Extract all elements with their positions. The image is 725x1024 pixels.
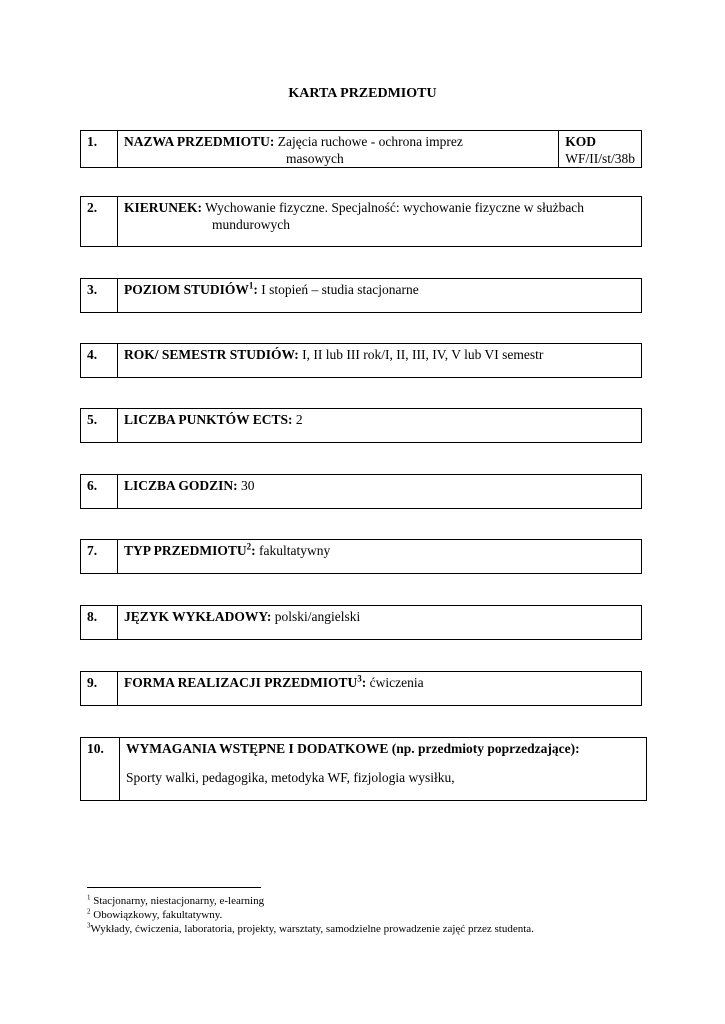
language-cell	[118, 606, 642, 640]
footnote-mark: 3	[87, 921, 91, 930]
footnote-text: Stacjonarny, niestacjonarny, e-learning	[93, 895, 265, 907]
page-title: KARTA PRZEDMIOTU	[288, 86, 437, 101]
footnote-text: Obowiązkowy, fakultatywny.	[93, 909, 223, 921]
row-number: 2.	[81, 197, 118, 247]
field-label: TYP PRZEDMIOTU	[124, 543, 247, 558]
hours-cell	[118, 475, 642, 509]
field-value-continued: mundurowych	[212, 217, 290, 232]
field-of-study-cell	[118, 197, 642, 247]
footnote-1	[87, 895, 264, 908]
field-value: I stopień – studia stacjonarne	[261, 282, 419, 297]
footnote-2	[87, 909, 222, 922]
field-value: polski/angielski	[274, 609, 361, 624]
field-label: FORMA REALIZACJI PRZEDMIOTU	[124, 675, 358, 690]
study-level-cell	[118, 279, 642, 313]
footnote-ref: 1	[248, 280, 254, 291]
row-field-of-study	[80, 196, 642, 247]
row-number: 5.	[81, 409, 118, 443]
footnote-mark: 1	[87, 893, 91, 902]
field-label: JĘZYK WYKŁADOWY:	[124, 609, 272, 624]
code-label: KOD	[565, 134, 597, 149]
field-label: NAZWA PRZEDMIOTU:	[124, 134, 275, 149]
row-prerequisites	[80, 737, 647, 801]
field-label: LICZBA PUNKTÓW ECTS:	[124, 412, 293, 427]
row-year-semester	[80, 343, 642, 378]
field-value: 2	[295, 412, 303, 427]
course-name-cell	[118, 131, 559, 168]
prerequisites-cell	[120, 738, 647, 801]
row-hours	[80, 474, 642, 509]
field-value: 30	[241, 478, 255, 493]
course-type-cell	[118, 540, 642, 574]
field-value: Sporty walki, pedagogika, metodyka WF, fizjologia wysiłku,	[126, 770, 455, 785]
footnote-text: Wykłady, ćwiczenia, laboratoria, projekty, warsztaty, samodzielne prowadzenie zajęć przez studenta.	[90, 923, 534, 935]
field-value: ćwiczenia	[369, 675, 424, 690]
code-value: WF/II/st/38b	[565, 151, 635, 166]
field-label: KIERUNEK:	[124, 200, 203, 215]
row-number: 3.	[81, 279, 118, 313]
field-label: ROK/ SEMESTR STUDIÓW:	[124, 347, 299, 362]
row-number: 1.	[81, 131, 118, 168]
field-value: I, II lub III rok/I, II, III, IV, V lub VI semestr	[302, 347, 544, 362]
row-number: 10.	[81, 738, 120, 801]
row-number: 9.	[81, 672, 118, 706]
row-number: 7.	[81, 540, 118, 574]
field-label-colon: :	[251, 543, 256, 558]
field-label: WYMAGANIA WSTĘPNE I DODATKOWE (np. przedmioty poprzedzające):	[126, 741, 580, 756]
field-value: fakultatywny	[259, 543, 331, 558]
field-value-continued: masowych	[286, 151, 344, 166]
row-number: 4.	[81, 344, 118, 378]
row-number: 8.	[81, 606, 118, 640]
footnote-mark: 2	[87, 907, 91, 916]
field-label: LICZBA GODZIN:	[124, 478, 238, 493]
row-course-name	[80, 130, 642, 168]
footnote-divider	[87, 887, 261, 888]
row-number: 6.	[81, 475, 118, 509]
row-ects	[80, 408, 642, 443]
delivery-form-cell	[118, 672, 642, 706]
row-language	[80, 605, 642, 640]
footnote-ref: 3	[357, 673, 362, 684]
row-course-type	[80, 539, 642, 574]
footnote-ref: 2	[246, 541, 252, 552]
field-label-colon: :	[361, 675, 367, 690]
field-value: Zajęcia ruchowe - ochrona imprez	[277, 134, 463, 149]
ects-cell	[118, 409, 642, 443]
course-code-cell	[559, 131, 642, 168]
row-study-level	[80, 278, 642, 313]
field-label-colon: :	[253, 282, 258, 297]
year-semester-cell	[118, 344, 642, 378]
row-delivery-form	[80, 671, 642, 706]
footnote-3	[87, 923, 534, 936]
field-label: POZIOM STUDIÓW	[124, 282, 249, 297]
field-value: Wychowanie fizyczne. Specjalność: wychowanie fizyczne w służbach	[205, 200, 585, 215]
